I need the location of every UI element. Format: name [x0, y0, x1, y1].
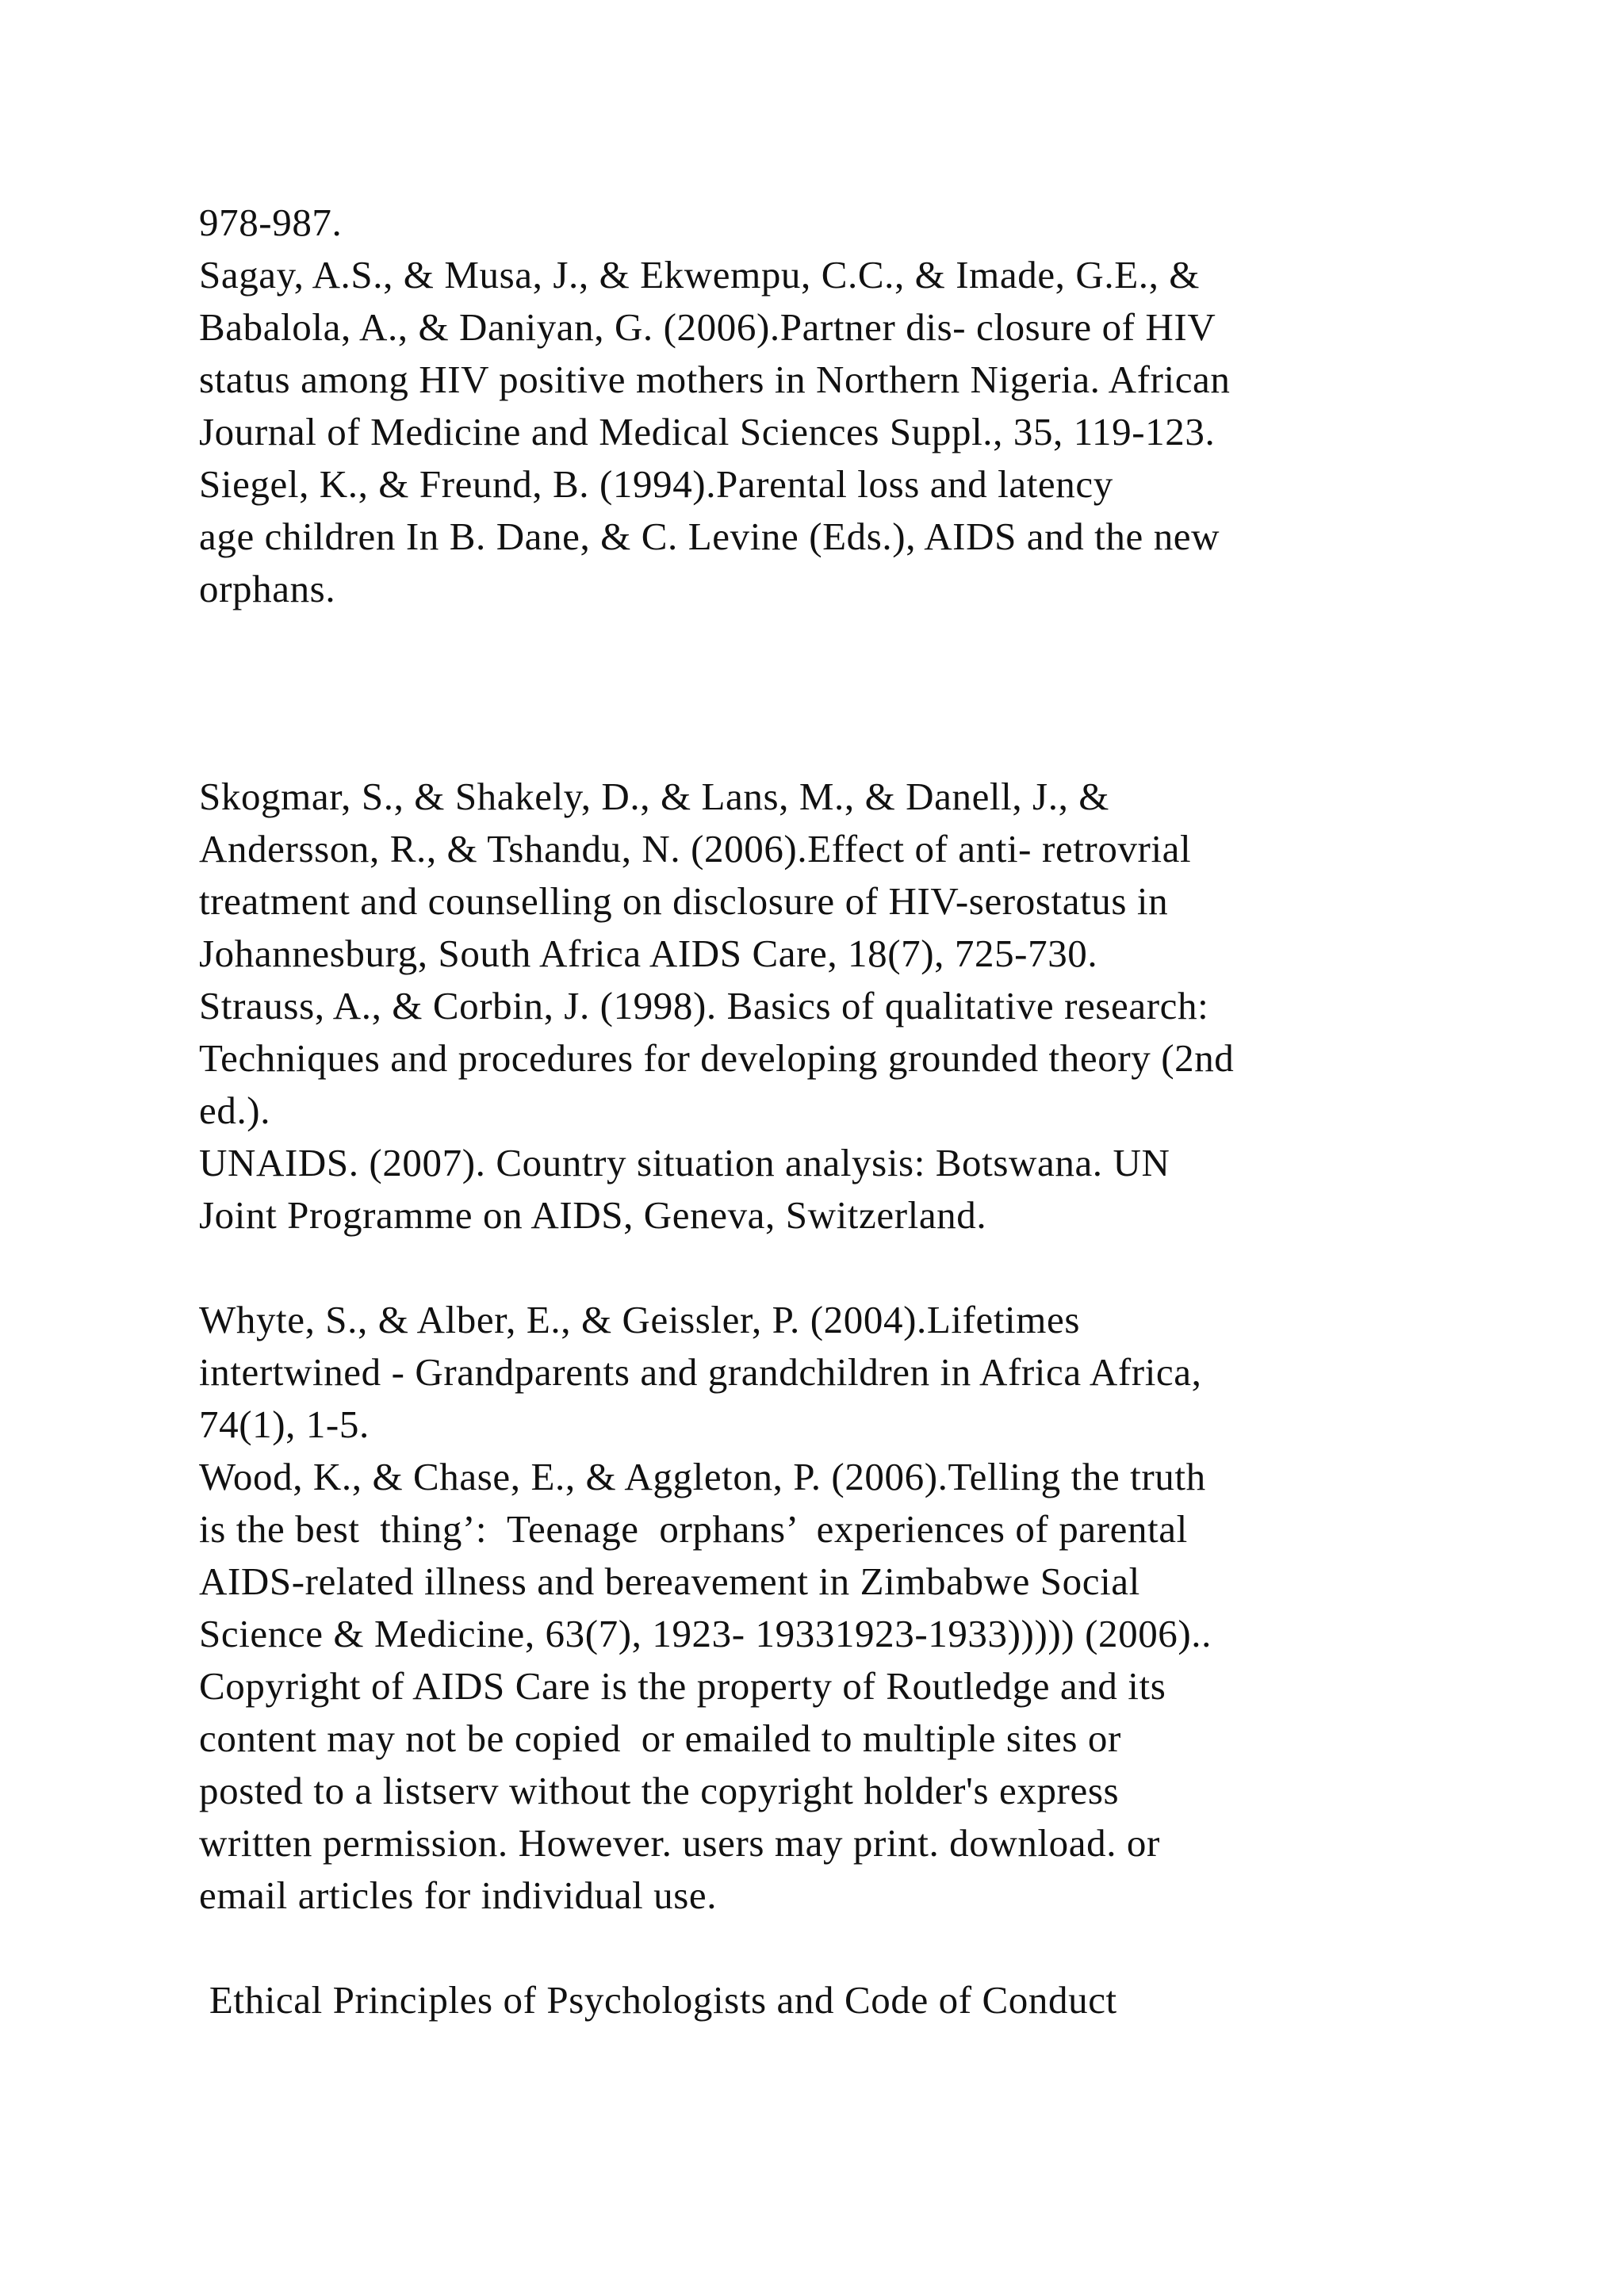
section-heading: Ethical Principles of Psychologists and Code of Conduct	[199, 1978, 1117, 2022]
text-line: treatment and counselling on disclosure of HIV-serostatus in	[199, 879, 1169, 923]
text-line: Andersson, R., & Tshandu, N. (2006).Effect of anti- retrovrial	[199, 827, 1192, 871]
text-line: email articles for individual use.	[199, 1873, 718, 1917]
text-line: Babalola, A., & Daniyan, G. (2006).Partner dis- closure of HIV	[199, 305, 1216, 349]
text-line: intertwined - Grandparents and grandchildren in Africa Africa,	[199, 1350, 1202, 1394]
text-line: Copyright of AIDS Care is the property of Routledge and its	[199, 1664, 1166, 1708]
text-line: is the best thing’: Teenage orphans’ experiences of parental	[199, 1507, 1188, 1551]
text-line: Techniques and procedures for developing grounded theory (2nd	[199, 1036, 1235, 1080]
text-line: Joint Programme on AIDS, Geneva, Switzerland.	[199, 1193, 987, 1237]
text-line: Strauss, A., & Corbin, J. (1998). Basics of qualitative research:	[199, 984, 1209, 1027]
text-line: Whyte, S., & Alber, E., & Geissler, P. (2004).Lifetimes	[199, 1298, 1080, 1341]
text-line: written permission. However. users may print. download. or	[199, 1821, 1160, 1865]
text-line: orphans.	[199, 567, 336, 610]
text-line: Skogmar, S., & Shakely, D., & Lans, M., & Danell, J., &	[199, 775, 1109, 818]
text-line: posted to a listserv without the copyright holder's express	[199, 1769, 1120, 1812]
text-line: 74(1), 1-5.	[199, 1402, 370, 1446]
text-line: Sagay, A.S., & Musa, J., & Ekwempu, C.C., & Imade, G.E., &	[199, 253, 1201, 297]
text-line: age children In B. Dane, & C. Levine (Eds.), AIDS and the new	[199, 515, 1220, 558]
text-line: Journal of Medicine and Medical Sciences Suppl., 35, 119-123.	[199, 410, 1216, 453]
text-line: Siegel, K., & Freund, B. (1994).Parental loss and latency	[199, 462, 1113, 506]
text-line: status among HIV positive mothers in Northern Nigeria. African	[199, 358, 1231, 401]
text-line: AIDS-related illness and bereavement in Zimbabwe Social	[199, 1559, 1140, 1603]
text-line: ed.).	[199, 1089, 271, 1132]
text-line: 978-987.	[199, 201, 343, 244]
text-line: Science & Medicine, 63(7), 1923- 19331923-1933))))) (2006)..	[199, 1612, 1212, 1655]
text-line: UNAIDS. (2007). Country situation analysis: Botswana. UN	[199, 1141, 1170, 1184]
text-line: Johannesburg, South Africa AIDS Care, 18(7), 725-730.	[199, 932, 1098, 975]
text-line: content may not be copied or emailed to multiple sites or	[199, 1716, 1121, 1760]
text-line: Wood, K., & Chase, E., & Aggleton, P. (2006).Telling the truth	[199, 1455, 1206, 1498]
